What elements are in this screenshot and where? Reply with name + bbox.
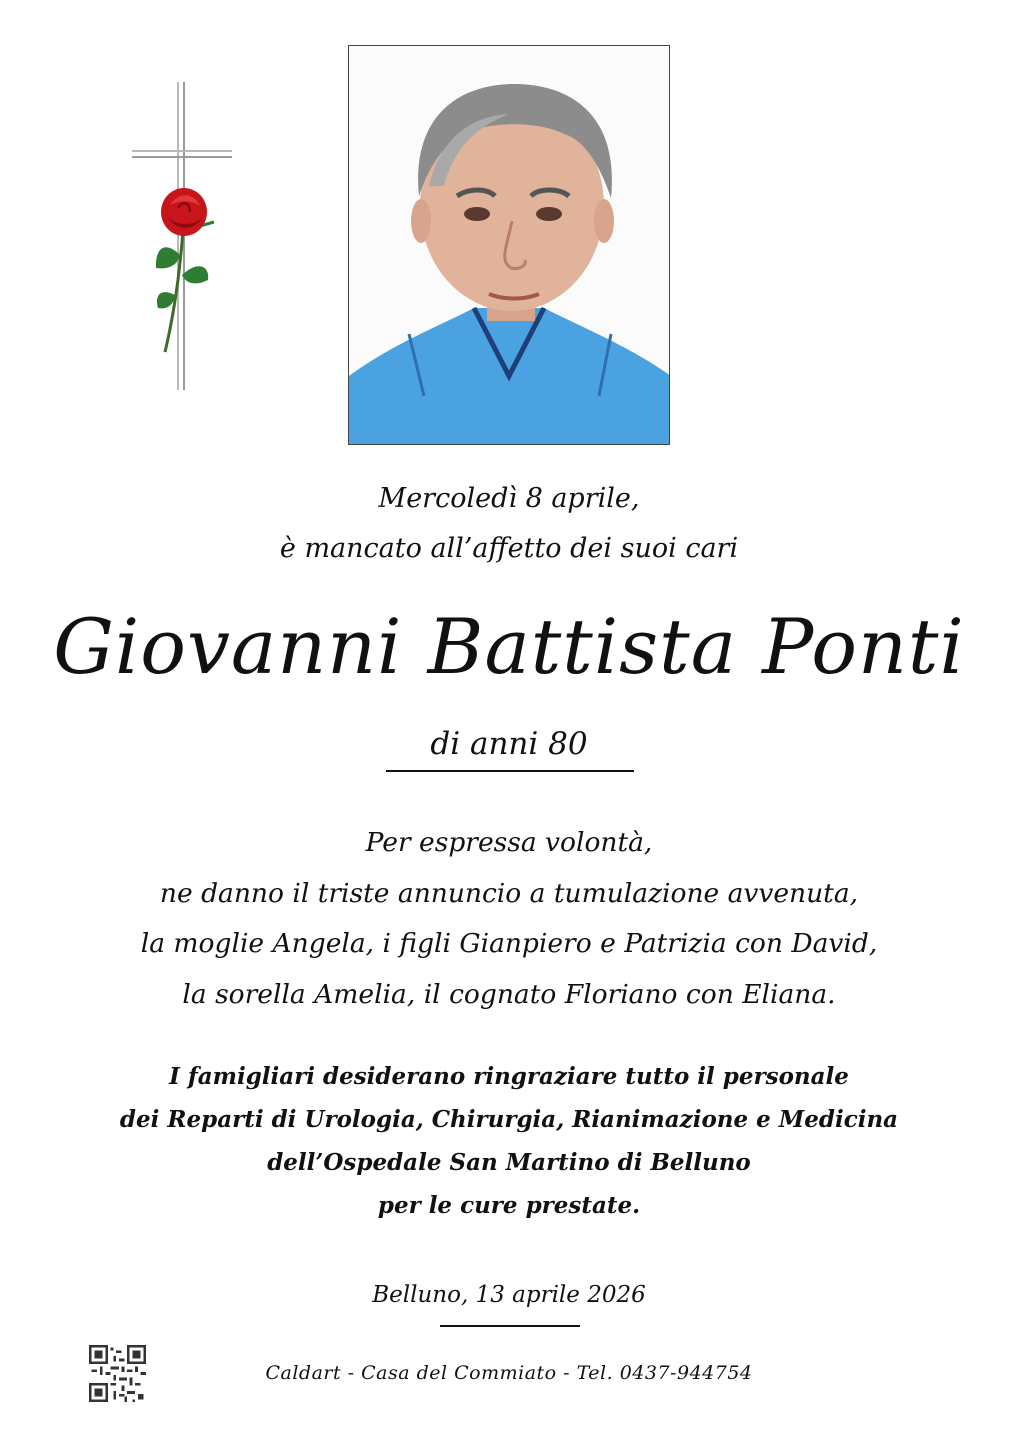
thanks-line: per le cure prestate. xyxy=(377,1192,641,1219)
announcement-line: la sorella Amelia, il cognato Floriano con Eliana. xyxy=(182,978,836,1010)
qr-code-icon xyxy=(89,1345,146,1402)
age-divider xyxy=(386,770,634,772)
thanks-line: I famigliari desiderano ringraziare tutto il personale xyxy=(169,1063,849,1090)
age-text: di anni 80 xyxy=(430,726,588,762)
cross-with-rose-icon xyxy=(120,80,240,400)
intro-line-1: Mercoledì 8 aprile, xyxy=(378,483,640,514)
announcement-line: Per espressa volontà, xyxy=(365,827,653,858)
deceased-name: Giovanni Battista Ponti xyxy=(53,602,965,691)
place-divider xyxy=(440,1325,580,1327)
intro-line-2: è mancato all’affetto dei suoi cari xyxy=(279,533,739,564)
thanks-line: dei Reparti di Urologia, Chirurgia, Rianimazione e Medicina xyxy=(119,1106,899,1133)
thanks-block xyxy=(0,1055,1018,1227)
announcement-line: ne danno il triste annuncio a tumulazione avvenuta, xyxy=(159,877,859,909)
place-date: Belluno, 13 aprile 2026 xyxy=(372,1282,646,1308)
funeral-home-footer: Caldart - Casa del Commiato - Tel. 0437-944754 xyxy=(265,1362,753,1384)
thanks-line: dell’Ospedale San Martino di Belluno xyxy=(267,1149,751,1176)
portrait-photo xyxy=(348,45,670,445)
announcement-block xyxy=(0,818,1018,1020)
announcement-line: la moglie Angela, i figli Gianpiero e Patrizia con David, xyxy=(140,928,878,959)
